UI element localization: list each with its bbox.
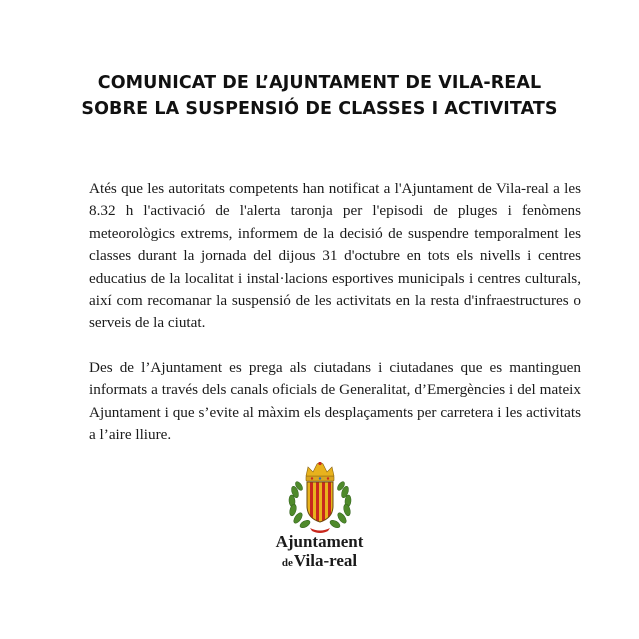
logo-name-prefix: de — [281, 557, 293, 569]
logo-name-line-1: Ajuntament — [275, 532, 364, 551]
title-line-2: SOBRE LA SUSPENSIÓ DE CLASSES I ACTIVITATS — [81, 99, 558, 119]
coat-of-arms-icon — [283, 462, 357, 534]
announcement-body — [89, 178, 581, 468]
title-line-1: COMUNICAT DE L’AJUNTAMENT DE VILA-REAL — [97, 73, 542, 93]
page-title — [0, 70, 639, 122]
logo-name-town: Vila-real — [293, 551, 358, 570]
paragraph-2: Des de l’Ajuntament es prega als ciutadans i ciutadanes que es mantinguen informats a través dels canals oficials de Generalitat, d’Emergències i del mateix Ajuntament i que s’evite al màxim els desplaçaments per carretera i les activitats a l’aire lliure. — [89, 358, 581, 444]
logo-name-line-2 — [0, 551, 639, 571]
paragraph-1: Atés que les autoritats competents han notificat a l'Ajuntament de Vila-real a les 8.32 h l'activació de l'alerta taronja per l'episodi de pluges i fenòmens meteorològics extrems, informem de la decisió de suspendre temporalment les classes durant la jornada del dijous 31 d'octubre en tots els nivells i centres educatius de la localitat i instal·lacions esportives municipals i centres culturals, així com recomanar la suspensió de les activitats en la resta d'infraestructures o serveis de la ciutat. — [89, 180, 581, 332]
